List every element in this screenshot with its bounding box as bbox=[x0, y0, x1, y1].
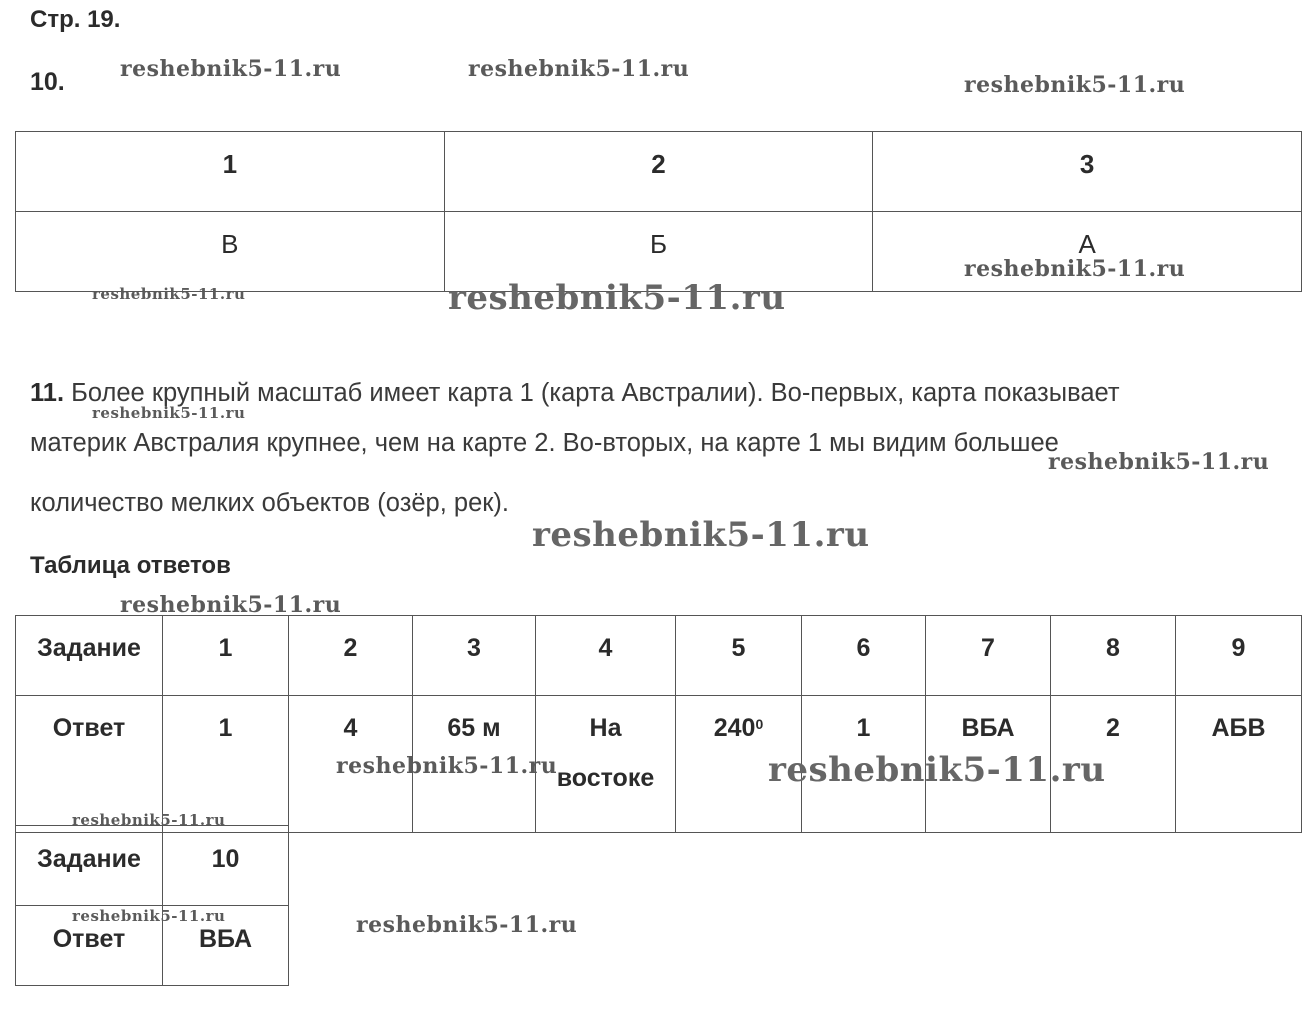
task-10-header-1: 1 bbox=[16, 132, 445, 212]
task-number-10: 10 bbox=[163, 826, 289, 906]
task-number-3: 3 bbox=[413, 616, 536, 696]
task-label: Задание bbox=[16, 616, 163, 696]
task-number-8: 8 bbox=[1051, 616, 1176, 696]
task-number-6: 6 bbox=[802, 616, 926, 696]
answer-4-line-1: На bbox=[589, 714, 622, 742]
answer-6: 1 bbox=[802, 696, 926, 833]
watermark: reshebnik5-11.ru bbox=[72, 811, 226, 829]
answer-label: Ответ bbox=[16, 696, 163, 833]
answer-table bbox=[15, 615, 1302, 833]
task-number-1: 1 bbox=[163, 616, 289, 696]
task-number-2: 2 bbox=[289, 616, 413, 696]
watermark: reshebnik5-11.ru bbox=[964, 72, 1186, 98]
page-reference: Стр. 19. bbox=[30, 6, 121, 33]
watermark: reshebnik5-11.ru bbox=[448, 278, 786, 318]
answer-2: 4 bbox=[289, 696, 413, 833]
answer-10: ВБА bbox=[163, 906, 289, 986]
watermark: reshebnik5-11.ru bbox=[92, 404, 246, 422]
task-number-4: 4 bbox=[536, 616, 676, 696]
task-label-2: Задание bbox=[16, 826, 163, 906]
watermark: reshebnik5-11.ru bbox=[768, 750, 1106, 790]
answer-1: 1 bbox=[163, 696, 289, 833]
answer-3: 65 м bbox=[413, 696, 536, 833]
watermark: reshebnik5-11.ru bbox=[72, 907, 226, 925]
watermark: reshebnik5-11.ru bbox=[964, 256, 1186, 282]
task-10-number: 10. bbox=[30, 68, 65, 96]
watermark: reshebnik5-11.ru bbox=[120, 592, 342, 618]
task-11-line-3: количество мелких объектов (озёр, рек). bbox=[30, 489, 510, 517]
task-11-line-1: Более крупный масштаб имеет карта 1 (карта Австралии). Во-первых, карта показывает bbox=[71, 379, 1120, 407]
watermark: reshebnik5-11.ru bbox=[356, 912, 578, 938]
watermark: reshebnik5-11.ru bbox=[532, 515, 870, 555]
task-10-header-2: 2 bbox=[444, 132, 873, 212]
task-number-9: 9 bbox=[1176, 616, 1302, 696]
answer-8: 2 bbox=[1051, 696, 1176, 833]
answer-7: ВБА bbox=[926, 696, 1051, 833]
answer-9: АБВ bbox=[1176, 696, 1302, 833]
task-10-answer-3: А bbox=[873, 212, 1302, 292]
task-11-paragraph bbox=[30, 368, 1292, 528]
answer-4-line-2: востоке bbox=[556, 764, 655, 792]
answer-label-2: Ответ bbox=[16, 906, 163, 986]
task-10-header-3: 3 bbox=[873, 132, 1302, 212]
watermark: reshebnik5-11.ru bbox=[336, 753, 558, 779]
answer-5-value: 240 bbox=[713, 714, 756, 742]
task-number-7: 7 bbox=[926, 616, 1051, 696]
watermark: reshebnik5-11.ru bbox=[92, 285, 246, 303]
task-number-5: 5 bbox=[676, 616, 802, 696]
task-11-line-2: материк Австралия крупнее, чем на карте 2. Во-вторых, на карте 1 мы видим большее bbox=[30, 429, 1059, 457]
answer-table-title: Таблица ответов bbox=[30, 552, 231, 579]
watermark: reshebnik5-11.ru bbox=[468, 56, 690, 82]
answer-5-degree: 0 bbox=[755, 716, 764, 732]
answer-table-part-2 bbox=[15, 825, 289, 986]
task-11-number: 11. bbox=[30, 379, 65, 407]
watermark: reshebnik5-11.ru bbox=[1048, 449, 1270, 475]
task-10-answer-2: Б bbox=[444, 212, 873, 292]
watermark: reshebnik5-11.ru bbox=[120, 56, 342, 82]
task-10-answer-1: В bbox=[16, 212, 445, 292]
